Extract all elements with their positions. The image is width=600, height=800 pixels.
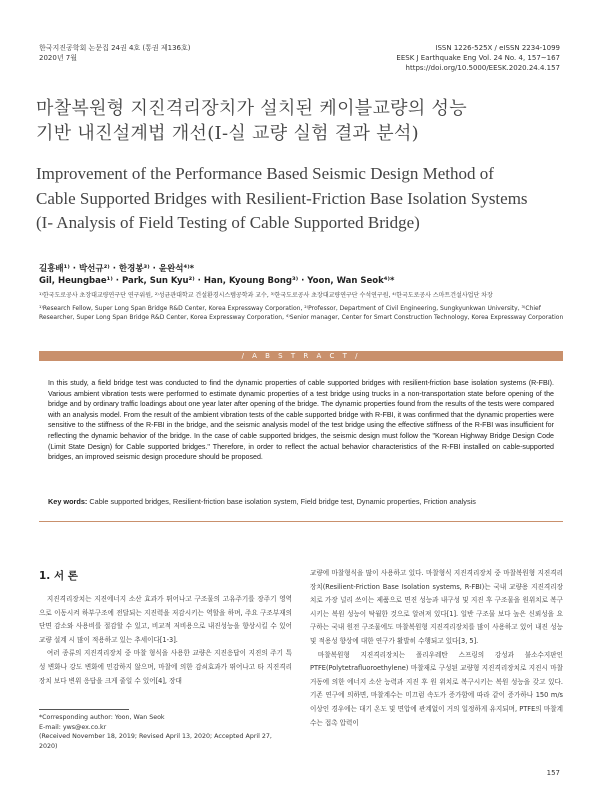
- title-ko-line2: 기반 내진설계법 개선(I-실 교량 실험 결과 분석): [36, 123, 419, 144]
- paragraph: 교량에 마찰형식을 많이 사용하고 있다. 마찰형식 지진격리장치 중 마찰복원형 지진격리장치(Resilient-Friction Base Isolation systems, R-FBI)는 국내 교량용 지진격리장치로 가장 널리 쓰이는 제품으로 면진 성능과 내구성 및 지진 후 구조물을 원위치로 복구시키는 복원 성능이 탁월한 것으로 알려져 있다[1]. 일반 구조물 보다 높은 신뢰성을 요구하는 국내 원전 구조물에도 마찰복원형 지진격리장치를 많이 사용하고 있어 내진 성능 및 적용성 향상에 대한 연구가 활발히 수행되고 있다[3, 5].: [310, 569, 563, 645]
- title-korean: [36, 96, 566, 146]
- affiliations-english: ¹⁾Research Fellow, Super Long Span Bridge R&D Center, Korea Expressway Corporation, ²⁾Professor, Department of Civil Engineering, Sungkyunkwan University, ³⁾Chief Researcher, Super Long Span Bridge R&D Center, Korea Expressway Corporation, ⁴⁾Senior manager, Center for Smart Construction Technology, Korea Expressway Corporation: [39, 305, 564, 321]
- title-en-line3: (I- Analysis of Field Testing of Cable Supported Bridge): [36, 213, 420, 232]
- footnote-divider: [39, 709, 129, 710]
- journal-header-left: [39, 43, 191, 63]
- received-dates: (Received November 18, 2019; Revised April 13, 2020; Accepted April 27, 2020): [39, 733, 272, 750]
- affiliations-korean: ¹⁾한국도로공사 초장대교량연구단 연구위원, ²⁾성균관대학교 건설환경시스템공학과 교수, ³⁾한국도로공사 초장대교량연구단 수석연구원, ⁴⁾한국도로공사 스마트건설사업단 차장: [39, 292, 493, 299]
- abstract-divider: [39, 521, 563, 522]
- paragraph: 마찰복원형 지진격리장치는 폴리우레탄 스프링의 강성과 불소수지판인 PTFE(Polytetrafluoroethylene) 마찰재로 구성된 교량형 지진격리장치로 지진시 마찰거동에 의한 에너지 소산 능력과 지진 후 원 위치로 복구시키는 복원 성능을 갖고 있다. 기존 연구에 의하면, 마찰계수는 미끄럼 속도가 증가함에 따라 같이 증가하나 150 m/s 이상인 경우에는 대기 온도 및 면압에 관계없이 거의 일정하게 유지되며, PTFE의 마찰계수는 접촉 압력이: [310, 650, 563, 727]
- title-en-line2: Cable Supported Bridges with Resilient-Friction Base Isolation Systems: [36, 188, 528, 208]
- footnote: [39, 713, 292, 751]
- journal-date: 2020년 7월: [39, 54, 78, 62]
- doi-link[interactable]: https://doi.org/10.5000/EESK.2020.24.4.157: [405, 64, 560, 72]
- issn: ISSN 1226-525X / eISSN 2234-1099: [435, 44, 560, 52]
- authors-english: Gil, Heungbae¹⁾ · Park, Sun Kyu²⁾ · Han, Kyoung Bong³⁾ · Yoon, Wan Seok⁴⁾*: [39, 276, 395, 286]
- title-en-line1: Improvement of the Performance Based Seismic Design Method of: [36, 164, 494, 183]
- abstract-banner: [39, 351, 563, 361]
- keywords-list: Cable supported bridges, Resilient-friction base isolation system, Field bridge test, Dynamic properties, Friction analysis: [89, 497, 476, 506]
- body-column-left: [39, 593, 292, 688]
- page-number: 157: [546, 769, 560, 777]
- citation: EESK J Earthquake Eng Vol. 24 No. 4, 157~167: [396, 54, 560, 62]
- keywords: [48, 497, 554, 506]
- authors-korean: 길흥배¹⁾ · 박선규²⁾ · 한경봉³⁾ · 윤완석⁴⁾*: [39, 264, 195, 274]
- journal-name: 한국지진공학회 논문집 24권 4호 (통권 제136호): [39, 44, 191, 52]
- body-column-right: [310, 567, 563, 730]
- keywords-label: Key words:: [48, 497, 88, 506]
- paragraph: 여러 종류의 지진격리장치 중 마찰 형식을 사용한 교량은 지진응답이 지진의 주기 특성 변화나 강도 변화에 민감하지 않으며, 마찰에 의한 감쇠효과가 뛰어나고 타 지진격리장치 보다 변위 응답을 크게 줄일 수 있어[4], 장대: [39, 649, 292, 685]
- paragraph: 지진격리장치는 지진에너지 소산 효과가 뛰어나고 구조물의 고유주기를 장주기 영역으로 이동시켜 하부구조에 전달되는 지진력을 저감시키는 역할을 하며, 주요 구조부재의 단면 감소와 사용비를 절감할 수 있고, 비교적 저비용으로 내진성능을 향상시킬 수 있어 교량 설계 시 많이 적용하고 있는 추세이다[1-3].: [39, 595, 292, 644]
- corresponding-author: *Corresponding author: Yoon, Wan Seok: [39, 714, 165, 721]
- title-english: [36, 162, 576, 236]
- journal-header-right: [396, 43, 560, 73]
- abstract-label: / A B S T R A C T /: [241, 352, 361, 360]
- author-email: E-mail: yws@ex.co.kr: [39, 723, 107, 731]
- abstract-text: In this study, a field bridge test was conducted to find the dynamic properties of cable supported bridges with resilient-friction base isolation systems (R-FBI). Various ambient vibration tests were performed to estimate dynamic properties of a test bridge using trucks in a non-transportation state before opening of the bridge and by ordinary traffic loadings about one year later after opening of the bridge. The dynamic properties found from the results of the tests were compared with an analysis model. From the result of the ambient vibration tests of the cable supported bridge with R-FBI, it was confirmed that the dynamic properties were sensitive to the stiffness of the R-FBI in the bridge, and the seismic analysis model of the test bridge using the effective stiffness of the R-FBI was insufficient for reflecting the dynamic behavior of the bridge. In the case of cable supported bridges, the seismic design must follow the "Korean Highway Bridge Design Code (Limit State Design) for Cable supported bridges." Therefore, in order to reflect the actual behavior characteristics of the R-FBI installed on cable-supported bridges, an improved seismic design procedure should be proposed.: [48, 379, 554, 462]
- title-ko-line1: 마찰복원형 지진격리장치가 설치된 케이블교량의 성능: [36, 98, 467, 119]
- section-title: 1. 서 론: [39, 570, 78, 582]
